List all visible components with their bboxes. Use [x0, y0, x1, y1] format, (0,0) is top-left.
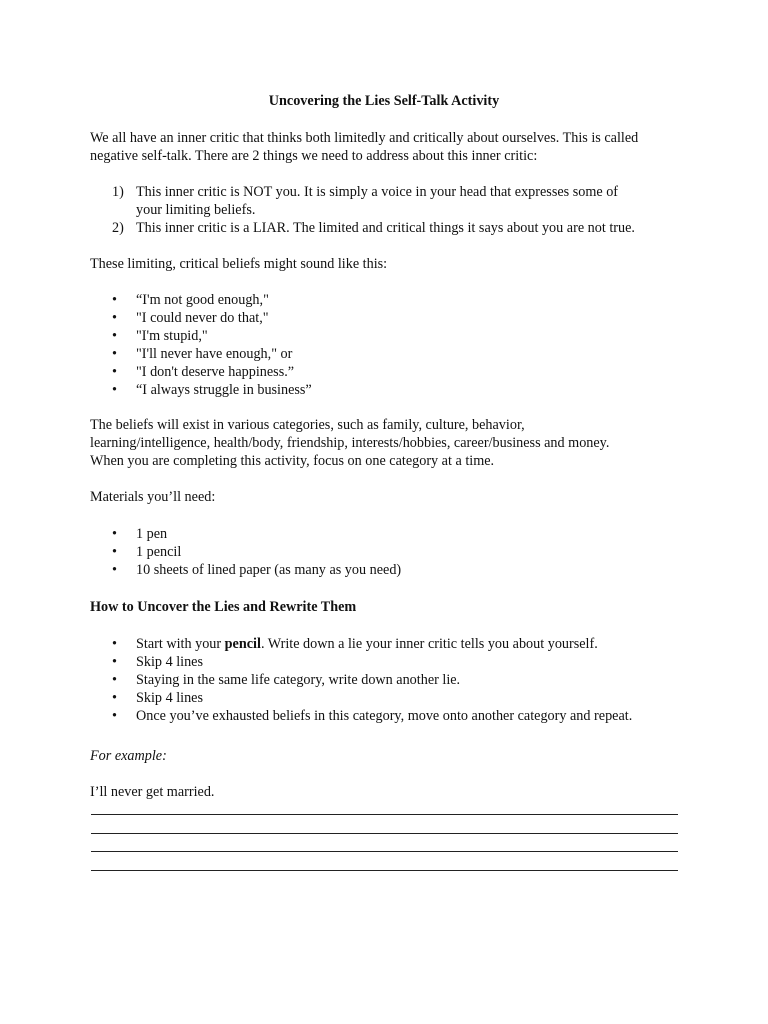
writing-line [91, 851, 678, 852]
writing-lines [91, 802, 678, 888]
bullet-icon: • [112, 292, 117, 308]
document-title: Uncovering the Lies Self-Talk Activity [268, 93, 500, 109]
list-item: • "I could never do that," [112, 310, 269, 326]
list-item: • “I always struggle in business” [112, 382, 312, 398]
list-item: • Skip 4 lines [112, 690, 204, 706]
beliefs-list [112, 291, 692, 399]
list-item: • "I don't deserve happiness.” [112, 364, 295, 380]
list-item: • Staying in the same life category, write down another lie. [112, 672, 461, 688]
list-item: • 1 pen [112, 526, 168, 542]
item-text: your limiting beliefs. [136, 202, 256, 218]
list-item: • “I'm not good enough," [112, 292, 269, 308]
bullet-icon: • [112, 672, 117, 688]
writing-line [91, 833, 678, 834]
list-item: • Once you’ve exhausted beliefs in this category, move onto another category and repeat. [112, 708, 633, 724]
list-item: • 10 sheets of lined paper (as many as you need) [112, 562, 402, 578]
writing-line [91, 814, 678, 815]
example-lie: I’ll never get married. [90, 784, 215, 800]
numbered-list [112, 183, 692, 237]
bullet-icon: • [112, 310, 117, 326]
bullet-icon: • [112, 346, 117, 362]
steps-list [112, 635, 692, 725]
bullet-icon: • [112, 544, 117, 560]
materials-heading: Materials you’ll need: [90, 489, 216, 505]
materials-list [112, 525, 692, 579]
paragraph-line: When you are completing this activity, focus on one category at a time. [90, 453, 495, 469]
paragraph-line: learning/intelligence, health/body, friendship, interests/hobbies, career/business and money. [90, 435, 610, 451]
list-item: • 1 pencil [112, 544, 182, 560]
item-text: This inner critic is NOT you. It is simply a voice in your head that expresses some of [136, 184, 619, 200]
bullet-icon: • [112, 328, 117, 344]
bullet-icon: • [112, 526, 117, 542]
list-item: • Skip 4 lines [112, 654, 204, 670]
bullet-icon: • [112, 562, 117, 578]
intro-paragraph [90, 129, 690, 165]
example-label: For example: [90, 748, 167, 764]
bullet-icon: • [112, 364, 117, 380]
item-number: 1) [112, 184, 124, 200]
list-item: • Start with your pencil. Write down a lie your inner critic tells you about yourself. [112, 636, 598, 652]
bullet-icon: • [112, 708, 117, 724]
emphasis-pencil: pencil [224, 636, 261, 652]
intro-line: negative self-talk. There are 2 things we need to address about this inner critic: [90, 148, 538, 164]
bullet-icon: • [112, 636, 117, 652]
categories-paragraph [90, 416, 690, 470]
intro-line: We all have an inner critic that thinks both limitedly and critically about ourselves. This is called [90, 130, 639, 146]
bullet-icon: • [112, 382, 117, 398]
bullet-icon: • [112, 690, 117, 706]
paragraph-line: The beliefs will exist in various categories, such as family, culture, behavior, [90, 417, 525, 433]
numbered-item [112, 183, 692, 219]
item-number: 2) [112, 220, 124, 236]
numbered-item [112, 219, 692, 237]
item-text: This inner critic is a LIAR. The limited and critical things it says about you are not true. [136, 220, 635, 236]
bullet-icon: • [112, 654, 117, 670]
list-item: • "I'll never have enough," or [112, 346, 293, 362]
writing-line [91, 870, 678, 871]
list-item: • "I'm stupid," [112, 328, 208, 344]
sound-like-paragraph: These limiting, critical beliefs might sound like this: [90, 256, 388, 272]
howto-heading: How to Uncover the Lies and Rewrite Them [90, 599, 357, 615]
